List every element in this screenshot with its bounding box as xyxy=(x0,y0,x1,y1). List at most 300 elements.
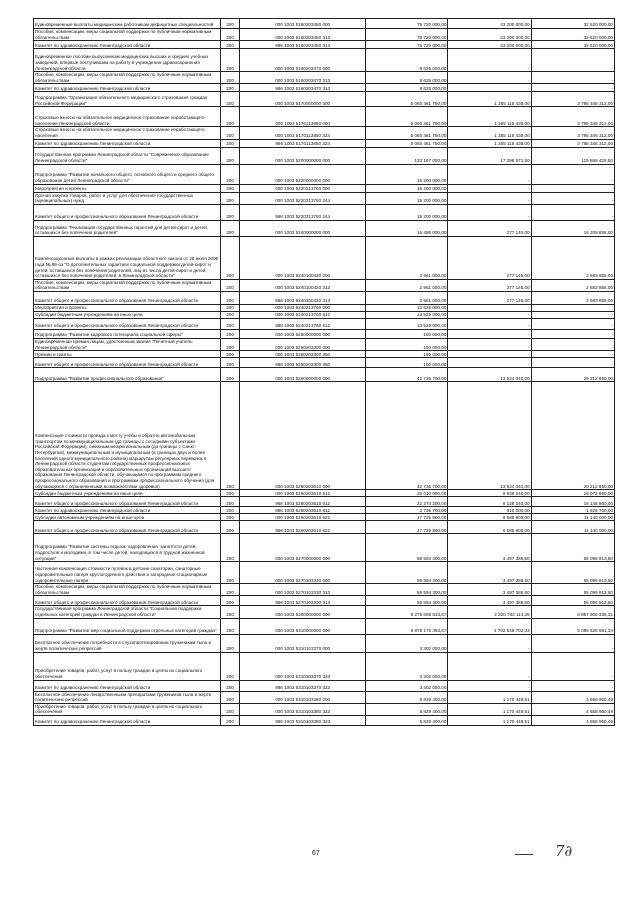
table-row xyxy=(34,279,615,291)
cell-name: Подпрограмма "Развитие начального общего, основного общего и среднего общего образования детей Ленинградской области" xyxy=(34,164,221,184)
cell-other: 55 096 913,50 xyxy=(531,534,614,562)
cell-regional: - xyxy=(448,72,531,84)
cell-total: 5 829 400,00 xyxy=(366,703,448,715)
cell-other: 2 683 855,00 xyxy=(531,236,614,279)
cell-regional: - xyxy=(448,351,531,358)
table-row xyxy=(34,680,615,691)
table-row xyxy=(34,220,615,236)
cell-total: 5 060 461 750,00 xyxy=(366,107,448,127)
cell-total: 25 010 900,00 xyxy=(366,490,448,497)
cell-regional: 43 200 000,00 xyxy=(448,29,531,41)
cell-name: Комитет общего и профессионального образования Ленинградской области xyxy=(34,497,221,507)
cell-code: 200 xyxy=(220,680,239,691)
cell-regional: 6 585 800,00 xyxy=(448,514,531,521)
cell-name: Пособия, компенсации, меры социальной поддержки по публичным нормативным обязательствам xyxy=(34,29,221,41)
cell-regional: 6 128 240,00 xyxy=(448,497,531,507)
cell-regional: 3 497 386,50 xyxy=(448,596,531,606)
cell-regional: - xyxy=(448,49,531,72)
cell-classifier: 000 1003 5160203470 000 xyxy=(240,49,366,72)
cell-classifier: 000 1003 5240213760 612 xyxy=(240,311,366,318)
cell-total: 15 200 000,00 xyxy=(366,184,448,192)
table-row xyxy=(34,92,615,107)
cell-regional: 1 265 115 438,00 xyxy=(448,92,531,107)
cell-classifier: 000 1003 5250000000 000 xyxy=(240,329,366,338)
cell-code: 200 xyxy=(220,652,239,680)
cell-other: 4 658 950,49 xyxy=(531,691,614,703)
cell-code: 200 xyxy=(220,204,239,220)
cell-name: Премии и гранты xyxy=(34,351,221,358)
table-row xyxy=(34,703,615,715)
cell-total: 58 594 300,00 xyxy=(366,534,448,562)
cell-regional: - xyxy=(448,311,531,318)
cell-regional: - xyxy=(448,304,531,311)
table-row xyxy=(34,351,615,358)
cell-classifier: 000 1003 5250203300 000 xyxy=(240,338,366,350)
cell-regional: 1 265 115 438,00 xyxy=(448,127,531,139)
cell-other: 3 795 346 312,00 xyxy=(531,107,614,127)
cell-name: Единовременное пособие выпускникам медицинских высших и средних учебных заведений, впервые поступившим на работу в учреждения здравоохранения Ленинградской области xyxy=(34,49,221,72)
cell-regional: 17 298 571,50 xyxy=(448,147,531,164)
cell-total: 2 961 000,00 xyxy=(366,291,448,304)
cell-code: 200 xyxy=(220,634,239,652)
table-row xyxy=(34,338,615,350)
cell-regional: 277 145,00 xyxy=(448,220,531,236)
cell-total: 22 274 200,00 xyxy=(366,497,448,507)
cell-name: Субсидии бюджетным учреждениям на иные цели xyxy=(34,490,221,497)
cell-regional: - xyxy=(448,184,531,192)
cell-classifier: 986 1003 5260203610 612 xyxy=(240,507,366,514)
cell-other: 2 683 855,00 xyxy=(531,279,614,291)
cell-code: 200 xyxy=(220,147,239,164)
cell-total: 2 961 000,00 xyxy=(366,236,448,279)
cell-name: Страховые взносы на обязательное медицинское страхование неработающего населения xyxy=(34,127,221,139)
cell-name: Подпрограмма "Развитие мер социальной поддержки отдельных категорий граждан" xyxy=(34,618,221,634)
table-row xyxy=(34,606,615,618)
cell-classifier: 000 1003 5240100420 313 xyxy=(240,279,366,291)
cell-code: 200 xyxy=(220,382,239,490)
table-row xyxy=(34,236,615,279)
cell-total: 5 060 461 750,00 xyxy=(366,139,448,147)
cell-name: Комитет по здравоохранению Ленинградской области xyxy=(34,139,221,147)
cell-regional: - xyxy=(448,204,531,220)
cell-name: Комитет по здравоохранению Ленинградской области xyxy=(34,507,221,514)
cell-other: 32 520 000,00 xyxy=(531,41,614,49)
cell-name: Субсидии бюджетным учреждениям на иные цели xyxy=(34,311,221,318)
cell-other: - xyxy=(531,329,614,338)
table-row xyxy=(34,358,615,368)
cell-code: 200 xyxy=(220,291,239,304)
cell-name: Страховые взносы на обязательное медицинское страхование неработающего населения Ленинградской области xyxy=(34,107,221,127)
cell-classifier: 000 1003 5220313760 000 xyxy=(240,184,366,192)
table-row xyxy=(34,562,615,584)
cell-classifier: 000 1003 5310103370 323 xyxy=(240,652,366,680)
cell-classifier: 000 1003 5260203610 000 xyxy=(240,382,366,490)
cell-code: 200 xyxy=(220,184,239,192)
cell-code: 200 xyxy=(220,311,239,318)
cell-regional: 43 200 000,00 xyxy=(448,19,531,29)
page-number: 67 xyxy=(312,850,320,857)
cell-total: 150 000,00 xyxy=(366,338,448,350)
cell-code: 200 xyxy=(220,351,239,358)
cell-classifier: 000 1003 5170113850 324 xyxy=(240,127,366,139)
table-row xyxy=(34,514,615,521)
table-row xyxy=(34,204,615,220)
cell-name: Комитет по здравоохранению Ленинградской области xyxy=(34,715,221,725)
cell-name: Комитет общего и профессионального образования Ленинградской области xyxy=(34,596,221,606)
cell-code: 200 xyxy=(220,164,239,184)
cell-code: 200 xyxy=(220,127,239,139)
cell-regional: - xyxy=(448,192,531,204)
cell-other: 55 096 913,50 xyxy=(531,562,614,584)
cell-classifier: 968 1003 5260203610 612 xyxy=(240,497,366,507)
cell-classifier: 000 1003 5160203470 313 xyxy=(240,72,366,84)
cell-name: Бесплатное обеспечение лекарственными препаратами тружеников тыла и жертв политических репрессий xyxy=(34,691,221,703)
cell-classifier: 000 1003 5260203610 622 xyxy=(240,514,366,521)
cell-classifier: 000 1003 5220313760 244 xyxy=(240,192,366,204)
cell-code: 200 xyxy=(220,584,239,596)
table-row xyxy=(34,147,615,164)
cell-classifier: 000 1003 5300000000 000 xyxy=(240,606,366,618)
cell-total: 58 594 300,00 xyxy=(366,562,448,584)
cell-classifier: 986 1003 5310103370 323 xyxy=(240,680,366,691)
table-row xyxy=(34,107,615,127)
cell-regional: 1 792 549 702,33 xyxy=(448,618,531,634)
cell-classifier: 986 1003 5170113850 324 xyxy=(240,139,366,147)
cell-classifier: 000 1003 5220000000 000 xyxy=(240,164,366,184)
cell-other: - xyxy=(531,311,614,318)
cell-total: 9 278 668 633,67 xyxy=(366,606,448,618)
cell-total: 15 200 000,00 xyxy=(366,204,448,220)
cell-name: Мероприятия и проекты xyxy=(34,184,221,192)
cell-other: - xyxy=(531,634,614,652)
cell-total: 13 525 000,00 xyxy=(366,318,448,329)
cell-code: 200 xyxy=(220,715,239,725)
cell-total: 150 000,00 xyxy=(366,351,448,358)
cell-total: 75 720 000,00 xyxy=(366,29,448,41)
cell-code: 200 xyxy=(220,329,239,338)
cell-total: 58 594 300,00 xyxy=(366,596,448,606)
table-row xyxy=(34,164,615,184)
cell-regional: - xyxy=(448,318,531,329)
cell-other: 2 683 855,00 xyxy=(531,291,614,304)
cell-regional: 1 170 449,51 xyxy=(448,691,531,703)
cell-name: Частичная компенсация стоимости путевок в детские санатории, санаторные оздоровительные лагеря круглогодичного действия и загородные стационарные оздоровительные лагеря xyxy=(34,562,221,584)
cell-classifier: 000 1003 5310103370 000 xyxy=(240,634,366,652)
cell-name: Приобретение товаров, работ, услуг в пользу граждан в целях их социального обеспечения xyxy=(34,652,221,680)
cell-name: Пособия, компенсации, меры социальной поддержки по публичным нормативным обязательствам xyxy=(34,584,221,596)
cell-classifier: 000 1003 5270103330 000 xyxy=(240,562,366,584)
cell-total: 42 736 700,00 xyxy=(366,368,448,382)
cell-other: 55 096 913,50 xyxy=(531,584,614,596)
cell-other: 29 212 660,00 xyxy=(531,382,614,490)
table-row xyxy=(34,584,615,596)
cell-classifier: 000 1003 5240100420 000 xyxy=(240,236,366,279)
cell-total: 13 525 000,00 xyxy=(366,311,448,318)
cell-code: 200 xyxy=(220,92,239,107)
cell-classifier: 000 1003 5170113850 000 xyxy=(240,107,366,127)
cell-other: 115 868 428,50 xyxy=(531,147,614,164)
cell-classifier: 968 1003 5240213760 612 xyxy=(240,318,366,329)
cell-other: - xyxy=(531,192,614,204)
cell-total: 3 302 000,00 xyxy=(366,634,448,652)
cell-other: 55 096 913,50 xyxy=(531,596,614,606)
table-row xyxy=(34,618,615,634)
cell-name: Единовременные выплаты медицинским работникам дефицитных специальностей xyxy=(34,19,221,29)
table-row xyxy=(34,507,615,514)
cell-total: 2 961 000,00 xyxy=(366,279,448,291)
cell-code: 200 xyxy=(220,596,239,606)
cell-name: Субсидии автономным учреждениям на иные цели xyxy=(34,514,221,521)
cell-other: 1 926 700,00 xyxy=(531,507,614,514)
cell-classifier: 000 1003 5260000000 000 xyxy=(240,368,366,382)
table-row xyxy=(34,715,615,725)
cell-other: - xyxy=(531,652,614,680)
page-footer xyxy=(0,842,640,870)
table-row xyxy=(34,49,615,72)
cell-code: 200 xyxy=(220,41,239,49)
cell-other: 18 072 660,00 xyxy=(531,490,614,497)
cell-total: 42 736 700,00 xyxy=(366,382,448,490)
cell-code: 200 xyxy=(220,107,239,127)
cell-name: Пособия, компенсации, меры социальной поддержки по публичным нормативным обязательствам xyxy=(34,72,221,84)
cell-regional: 3 497 386,50 xyxy=(448,584,531,596)
cell-code: 200 xyxy=(220,318,239,329)
cell-name: Единовременная премия лицам, удостоенным звания "Почетный учитель Ленинградской области" xyxy=(34,338,221,350)
table-row xyxy=(34,652,615,680)
cell-classifier: 000 1003 5160203450 313 xyxy=(240,29,366,41)
cell-name: Комитет общего и профессионального образования Ленинградской области xyxy=(34,291,221,304)
table-row xyxy=(34,691,615,703)
table-row xyxy=(34,127,615,139)
cell-other: - xyxy=(531,304,614,311)
cell-code: 200 xyxy=(220,236,239,279)
table-row xyxy=(34,139,615,147)
cell-total: 3 302 000,00 xyxy=(366,652,448,680)
cell-code: 200 xyxy=(220,606,239,618)
cell-name: Бесплатное обеспечение потребности в слухопротезировании труженикам тыла и жертв политических репрессий xyxy=(34,634,221,652)
cell-total: 5 829 400,00 xyxy=(366,691,448,703)
cell-classifier: 000 1003 5200000000 000 xyxy=(240,147,366,164)
cell-regional: 3 497 386,50 xyxy=(448,562,531,584)
cell-other: 5 086 626 691,34 xyxy=(531,618,614,634)
cell-regional: 277 145,00 xyxy=(448,291,531,304)
cell-classifier: 968 1003 5260203610 622 xyxy=(240,521,366,534)
cell-code: 200 xyxy=(220,192,239,204)
cell-code: 200 xyxy=(220,220,239,236)
cell-regional: - xyxy=(448,358,531,368)
cell-name: Подпрограмма "Развитие профессионального образования" xyxy=(34,368,221,382)
cell-classifier: 968 1003 5270103330 313 xyxy=(240,596,366,606)
cell-total: 8 625 000,00 xyxy=(366,49,448,72)
cell-code: 200 xyxy=(220,368,239,382)
cell-other: 16 145 960,00 xyxy=(531,497,614,507)
cell-other: 16 208 855,00 xyxy=(531,220,614,236)
cell-classifier: 986 1003 5160203450 313 xyxy=(240,41,366,49)
cell-regional: 1 170 449,51 xyxy=(448,703,531,715)
cell-regional: - xyxy=(448,634,531,652)
cell-other: 11 140 000,00 xyxy=(531,514,614,521)
cell-code: 200 xyxy=(220,490,239,497)
budget-table xyxy=(33,18,615,726)
cell-total: 8 625 000,00 xyxy=(366,84,448,92)
table-row xyxy=(34,184,615,192)
table-row xyxy=(34,311,615,318)
table-row xyxy=(34,596,615,606)
cell-total: 8 625 000,00 xyxy=(366,72,448,84)
cell-regional: - xyxy=(448,329,531,338)
cell-code: 200 xyxy=(220,618,239,634)
cell-code: 200 xyxy=(220,279,239,291)
cell-classifier: 000 1003 5270103330 313 xyxy=(240,584,366,596)
cell-code: 200 xyxy=(220,514,239,521)
cell-other: 4 658 950,49 xyxy=(531,715,614,725)
cell-total: 5 829 400,00 xyxy=(366,715,448,725)
cell-other: - xyxy=(531,49,614,72)
cell-regional: 1 265 115 438,00 xyxy=(448,139,531,147)
table-row xyxy=(34,84,615,92)
cell-classifier: 000 1003 5260203610 612 xyxy=(240,490,366,497)
cell-total: 17 725 800,00 xyxy=(366,521,448,534)
cell-other: - xyxy=(531,164,614,184)
cell-name: Приобретение товаров, работ, услуг в пользу граждан в целях их социального обеспечения xyxy=(34,703,221,715)
table-row xyxy=(34,634,615,652)
cell-classifier: 986 1003 5310103380 323 xyxy=(240,715,366,725)
cell-code: 200 xyxy=(220,358,239,368)
cell-other: 32 520 000,00 xyxy=(531,19,614,29)
cell-code: 200 xyxy=(220,19,239,29)
cell-name: Подпрограмма "Развитие системы отдыха, оздоровления, занятости детей, подростков и молодежи, в том числе детей, находящихся в трудной жизненной ситуации" xyxy=(34,534,221,562)
cell-code: 200 xyxy=(220,29,239,41)
cell-classifier: 000 1003 5240000000 000 xyxy=(240,220,366,236)
cell-total: 17 725 800,00 xyxy=(366,514,448,521)
cell-name: Комитет общего и профессионального образования Ленинградской области xyxy=(34,318,221,329)
footer-dash xyxy=(515,854,533,855)
cell-name: Комитет общего и профессионального образования Ленинградской области xyxy=(34,521,221,534)
cell-regional: 13 524 040,00 xyxy=(448,382,531,490)
cell-other: 11 140 000,00 xyxy=(531,521,614,534)
cell-regional: 1 170 449,51 xyxy=(448,715,531,725)
cell-other: 3 795 346 312,00 xyxy=(531,127,614,139)
cell-name: Мероприятия и проекты xyxy=(34,304,221,311)
cell-total: 75 720 000,00 xyxy=(366,19,448,29)
cell-total: 16 486 000,00 xyxy=(366,220,448,236)
cell-regional: - xyxy=(448,164,531,184)
cell-classifier: 968 1003 5250203300 350 xyxy=(240,358,366,368)
cell-other: 32 520 000,00 xyxy=(531,29,614,41)
cell-code: 200 xyxy=(220,304,239,311)
cell-other: 4 658 950,49 xyxy=(531,703,614,715)
cell-other: - xyxy=(531,338,614,350)
cell-regional: - xyxy=(448,84,531,92)
table-row xyxy=(34,192,615,204)
cell-name: Компенсация стоимости проезда к месту учебы и обратно автомобильным транспортом по межмуниципальным (до границы с соседними субъектами Российской Федерации), смежным межрегиональным (до границы с Санкт-Петербургом), межмуниципальным и муниципальным (в границах двух и более поселений одного муниципального района) маршрутам регулярных перевозок в Ленинградской области студентам государственных профессиональных образовательных организаций и образовательных организаций высшего образования Ленинградской области, обучающимся по программам среднего профессионального образования и программам профессионального обучения (для обучающихся с ограниченными возможностями здоровья) xyxy=(34,382,221,490)
cell-regional: - xyxy=(448,680,531,691)
table-row xyxy=(34,318,615,329)
table-row xyxy=(34,521,615,534)
cell-regional: - xyxy=(448,652,531,680)
table-row xyxy=(34,29,615,41)
cell-total: 15 200 000,00 xyxy=(366,192,448,204)
cell-name: Прочая закупка товаров, работ и услуг для обеспечения государственных (муниципальных) нужд xyxy=(34,192,221,204)
cell-regional: 810 000,00 xyxy=(448,507,531,514)
cell-total: 15 200 000,00 xyxy=(366,164,448,184)
cell-name: Подпрограмма "Реализация государственных гарантий для детей-сирот и детей, оставшихся без попечения родителей" xyxy=(34,220,221,236)
cell-total: 13 525 000,00 xyxy=(366,304,448,311)
table-row xyxy=(34,368,615,382)
budget-table-sheet xyxy=(33,18,615,726)
cell-other: - xyxy=(531,680,614,691)
table-row xyxy=(34,19,615,29)
table-row xyxy=(34,329,615,338)
cell-regional: 1 265 115 438,00 xyxy=(448,107,531,127)
cell-classifier: 000 1003 5160203450 000 xyxy=(240,19,366,29)
cell-code: 200 xyxy=(220,497,239,507)
cell-code: 200 xyxy=(220,507,239,514)
cell-regional: 6 938 240,00 xyxy=(448,490,531,497)
cell-code: 200 xyxy=(220,534,239,562)
cell-classifier: 986 1003 5160203470 313 xyxy=(240,84,366,92)
table-row xyxy=(34,41,615,49)
cell-total: 133 167 000,00 xyxy=(366,147,448,164)
cell-other: 29 212 660,00 xyxy=(531,368,614,382)
cell-total: 2 736 700,00 xyxy=(366,507,448,514)
cell-classifier: 000 1003 5170000000 000 xyxy=(240,92,366,107)
cell-regional: 43 200 000,00 xyxy=(448,41,531,49)
cell-total: 3 302 000,00 xyxy=(366,680,448,691)
cell-name: Государственная программа Ленинградской области "Социальная поддержка отдельных категорий граждан в Ленинградской области" xyxy=(34,606,221,618)
cell-other: - xyxy=(531,358,614,368)
cell-name: Комитет общего и профессионального образования Ленинградской области xyxy=(34,358,221,368)
cell-name: Комитет общего и профессионального образования Ленинградской области xyxy=(34,204,221,220)
cell-code: 200 xyxy=(220,139,239,147)
cell-total: 58 594 300,00 xyxy=(366,584,448,596)
cell-name: Государственная программа Ленинградской области "Современное образование Ленинградской области" xyxy=(34,147,221,164)
table-row xyxy=(34,534,615,562)
cell-code: 200 xyxy=(220,84,239,92)
cell-code: 200 xyxy=(220,72,239,84)
cell-name: Пособия, компенсации, меры социальной поддержки по публичным нормативным обязательствам xyxy=(34,279,221,291)
cell-classifier: 000 1003 5310000000 000 xyxy=(240,618,366,634)
cell-code: 200 xyxy=(220,521,239,534)
cell-code: 200 xyxy=(220,691,239,703)
cell-classifier: 000 1003 5270000000 000 xyxy=(240,534,366,562)
cell-regional: 2 320 763 114,36 xyxy=(448,606,531,618)
cell-code: 200 xyxy=(220,562,239,584)
cell-total: 5 060 461 750,00 xyxy=(366,127,448,139)
cell-code: 200 xyxy=(220,338,239,350)
cell-total: 150 000,00 xyxy=(366,358,448,368)
cell-classifier: 968 1003 5240100420 313 xyxy=(240,291,366,304)
table-row xyxy=(34,304,615,311)
cell-total: 5 060 461 750,00 xyxy=(366,92,448,107)
cell-regional: 277 145,00 xyxy=(448,236,531,279)
cell-name: Комитет по здравоохранению Ленинградской области xyxy=(34,41,221,49)
cell-other: 6 957 905 339,31 xyxy=(531,606,614,618)
cell-name: Подпрограмма "Развитие кадрового потенциала социальной сферы" xyxy=(34,329,221,338)
cell-other: - xyxy=(531,318,614,329)
cell-name: Комитет по здравоохранению Ленинградской области xyxy=(34,680,221,691)
cell-classifier: 968 1003 5220313760 244 xyxy=(240,204,366,220)
cell-other: - xyxy=(531,351,614,358)
cell-other: 3 795 346 312,00 xyxy=(531,139,614,147)
cell-name: Комитет по здравоохранению Ленинградской области xyxy=(34,84,221,92)
cell-total: 150 000,00 xyxy=(366,329,448,338)
cell-name: Компенсационные выплаты в рамках реализации областного закона от 28 июля 2005 года № 65-оз "О дополнительных гарантиях социальной поддержки детей-сирот и детей, оставшихся без попечения родителей, лиц из числа детей-сирот и детей, оставшихся без попечения родителей, в Ленинградской области" xyxy=(34,236,221,279)
cell-other: - xyxy=(531,72,614,84)
budget-table-body xyxy=(34,19,615,726)
cell-other: - xyxy=(531,184,614,192)
cell-total: 6 879 176 393,67 xyxy=(366,618,448,634)
